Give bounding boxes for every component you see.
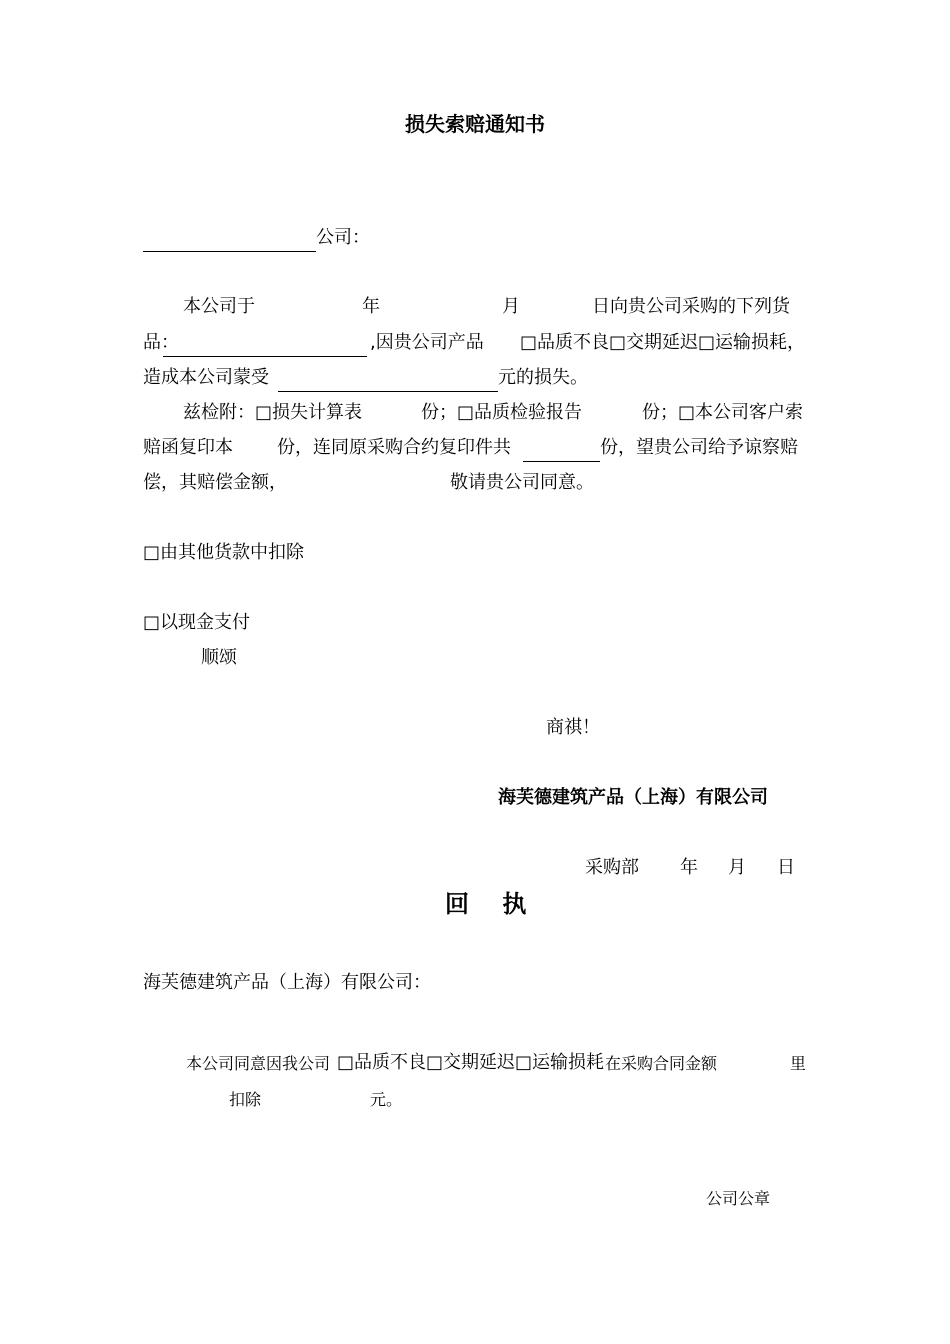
p1-l1-b: 日向贵公司采购的下列货 <box>592 296 790 317</box>
p1-month: 月 <box>502 296 520 317</box>
p2-l2-a: 赔函复印本 <box>143 437 233 458</box>
copies-blank <box>523 461 600 462</box>
addressee-suffix: 公司： <box>316 227 370 248</box>
date-day: 日 <box>777 857 795 878</box>
date-year: 年 <box>680 857 698 878</box>
p2-l2-b: 份，连同原采购合约复印件共 <box>277 437 511 458</box>
notice-title: 损失索赔通知书 <box>405 112 545 136</box>
company-seal-label: 公司公章 <box>706 1189 771 1208</box>
goods-blank <box>163 356 367 357</box>
p1-l1-a: 本公司于 <box>183 296 255 317</box>
sender-company: 海芙德建筑产品（上海）有限公司 <box>498 787 768 808</box>
p2-l2-c: 份，望贵公司给予谅察赔 <box>600 437 798 458</box>
p1-l3-a: 造成本公司蒙受 <box>143 367 269 388</box>
p1-year: 年 <box>362 296 380 317</box>
p2-l1-b: 份；□品质检验报告 <box>421 402 583 423</box>
p1-l2-c: □品质不良□交期延迟□运输损耗， <box>520 332 806 353</box>
p2-l3-a: 偿，其赔偿金额， <box>143 472 287 493</box>
date-month: 月 <box>728 857 746 878</box>
addressee-blank <box>143 251 316 252</box>
receipt-l1-a: 本公司同意因我公司 <box>186 1054 331 1073</box>
receipt-l1-d: 里 <box>790 1054 807 1073</box>
p2-l1-a: 兹检附：□损失计算表 <box>183 402 363 423</box>
p1-l2-b: ,因贵公司产品 <box>370 332 484 353</box>
receipt-l1-b: □品质不良□交期延迟□运输损耗 <box>337 1052 605 1073</box>
p2-l3-b: 敬请贵公司同意。 <box>450 472 594 493</box>
loss-amount-blank <box>278 391 498 392</box>
receipt-l1-c: 在采购合同金额 <box>605 1054 718 1073</box>
option-cash-payment: □以现金支付 <box>143 612 251 633</box>
closing-2: 商祺！ <box>546 717 600 738</box>
closing-1: 顺颂 <box>201 647 237 668</box>
p2-l1-c: 份；□本公司客户索 <box>642 402 804 423</box>
receipt-title: 回 执 <box>445 890 527 918</box>
p1-l2-a: 品： <box>143 332 179 353</box>
receipt-addressee: 海芙德建筑产品（上海）有限公司： <box>143 972 431 993</box>
receipt-l2-a: 扣除 <box>229 1090 262 1109</box>
option-deduct-from-payment: □由其他货款中扣除 <box>143 542 305 563</box>
receipt-l2-b: 元。 <box>370 1090 403 1109</box>
sender-dept: 采购部 <box>585 857 639 878</box>
p1-l3-b: 元的损失。 <box>498 367 588 388</box>
